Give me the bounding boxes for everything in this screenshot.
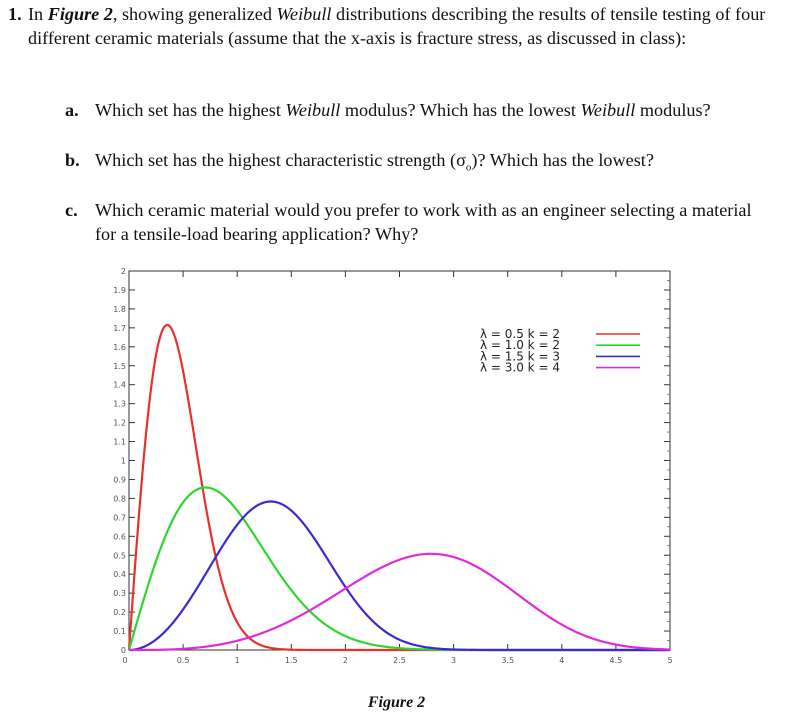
x-tick-label: 4: [559, 656, 565, 665]
plot-frame: [129, 271, 670, 650]
y-tick-label: 2: [120, 267, 126, 276]
y-tick-label: 0.8: [113, 494, 126, 504]
x-tick-label: 3.5: [501, 656, 515, 665]
series-line-3: [129, 502, 670, 651]
x-tick-label: 1: [234, 656, 240, 665]
y-tick-label: 1.7: [113, 323, 126, 333]
legend-label-3: λ = 1.5 k = 3: [480, 349, 560, 364]
series-line-2: [129, 487, 670, 650]
y-tick-label: 1.9: [113, 285, 126, 295]
part-b-label: b.: [65, 150, 80, 170]
y-tick-label: 1.6: [113, 342, 126, 352]
question-number: 1.: [8, 4, 22, 24]
y-tick-label: 1: [120, 456, 126, 466]
y-tick-label: 0.5: [113, 551, 126, 561]
x-tick-label: 2.5: [393, 656, 406, 665]
y-tick-label: 1.4: [113, 380, 126, 390]
y-tick-label: 1.8: [113, 304, 126, 314]
x-tick-label: 5: [667, 656, 673, 665]
y-tick-label: 1.5: [113, 361, 126, 371]
y-tick-label: 0.3: [113, 589, 126, 599]
x-tick-label: 0.5: [176, 656, 190, 665]
question-intro: In Figure 2, showing generalized Weibull distributions describing the results of tensile testing of four different ceramic materials (assume that the x-axis is fracture stress, as discussed in class):: [28, 4, 766, 48]
y-tick-label: 0.6: [113, 532, 126, 542]
part-a-text: Which set has the highest Weibull modulus? Which has the lowest Weibull modulus?: [95, 100, 711, 120]
part-a-label: a.: [65, 100, 79, 120]
y-tick-label: 1.1: [113, 437, 126, 447]
legend-label-2: λ = 1.0 k = 2: [480, 338, 560, 353]
part-b-text: Which set has the highest characteristic strength $(\sigma_o)$? Which has the lowest?: [95, 150, 654, 174]
y-tick-label: 0: [120, 646, 126, 655]
figure-reference: Figure 2: [47, 4, 113, 24]
y-tick-label: 1.2: [113, 418, 126, 428]
x-tick-label: 2: [342, 656, 348, 665]
x-tick-label: 3: [451, 656, 457, 665]
y-tick-label: 0.7: [113, 513, 126, 523]
y-tick-label: 0.1: [113, 627, 126, 637]
x-tick-label: 0: [122, 656, 128, 665]
part-c-text: Which ceramic material would you prefer to work with as an engineer selecting a material for a tensile-load bearing application? Why?: [95, 200, 752, 244]
figure-caption: Figure 2: [367, 694, 426, 711]
y-tick-label: 1.3: [113, 399, 126, 409]
y-tick-label: 0.2: [113, 608, 126, 618]
part-c-label: c.: [65, 200, 78, 220]
x-tick-label: 4.5: [609, 656, 623, 665]
y-tick-label: 0.9: [113, 475, 126, 485]
legend-label-4: λ = 3.0 k = 4: [480, 360, 560, 375]
x-tick-label: 1.5: [284, 656, 298, 665]
legend-label-1: λ = 0.5 k = 2: [480, 327, 560, 341]
y-tick-label: 0.4: [113, 570, 126, 580]
